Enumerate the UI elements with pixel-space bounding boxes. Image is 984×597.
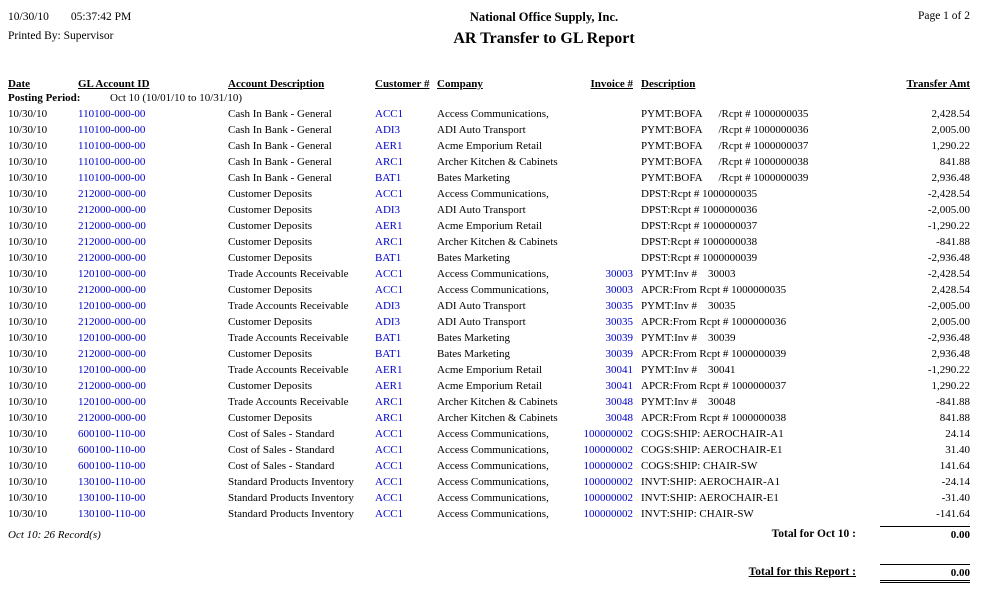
transaction-description: APCR:From Rcpt # 1000000038 xyxy=(641,412,787,424)
row-date: 10/30/10 xyxy=(8,268,48,280)
company-name: Archer Kitchen & Cabinets xyxy=(437,156,558,168)
invoice-link[interactable]: 100000002 xyxy=(583,460,633,472)
account-description: Cost of Sales - Standard xyxy=(228,460,335,472)
invoice-link[interactable] xyxy=(577,250,633,266)
transaction-description: DPST:Rcpt # 1000000038 xyxy=(641,236,758,248)
row-date: 10/30/10 xyxy=(8,140,48,152)
row-date: 10/30/10 xyxy=(8,108,48,120)
invoice-link[interactable]: 30039 xyxy=(605,348,633,360)
invoice-link[interactable]: 100000002 xyxy=(583,508,633,520)
transaction-description: DPST:Rcpt # 1000000039 xyxy=(641,252,758,264)
row-date: 10/30/10 xyxy=(8,220,48,232)
table-row xyxy=(8,218,970,234)
gl-account-link[interactable]: 212000-000-00 xyxy=(78,348,146,360)
table-row xyxy=(8,122,970,138)
transfer-amount: -2,428.54 xyxy=(927,188,970,200)
gl-account-link[interactable]: 212000-000-00 xyxy=(78,220,146,232)
posting-period-value: Oct 10 (10/01/10 to 10/31/10) xyxy=(110,92,242,104)
customer-link[interactable]: ACC1 xyxy=(375,508,404,520)
company-name: Bates Marketing xyxy=(437,172,511,184)
customer-link[interactable]: AER1 xyxy=(375,140,403,152)
invoice-link[interactable]: 100000002 xyxy=(583,492,633,504)
table-row xyxy=(8,506,970,522)
customer-link[interactable]: BAT1 xyxy=(375,252,402,264)
company-name: Access Communications, xyxy=(437,188,549,200)
company-name: Acme Emporium Retail xyxy=(437,220,543,232)
period-total-value: 0.00 xyxy=(880,526,970,541)
transfer-amount: 2,005.00 xyxy=(931,124,970,136)
invoice-link[interactable]: 30048 xyxy=(605,396,633,408)
invoice-link[interactable]: 30003 xyxy=(605,284,633,296)
col-company: Company xyxy=(437,78,483,90)
gl-account-link[interactable]: 212000-000-00 xyxy=(78,316,146,328)
transfer-amount: 2,428.54 xyxy=(931,108,970,120)
period-footer xyxy=(8,526,970,546)
account-description: Standard Products Inventory xyxy=(228,508,354,520)
table-row xyxy=(8,314,970,330)
transaction-description: INVT:SHIP: CHAIR-SW xyxy=(641,508,754,520)
period-total-label: Total for Oct 10 : xyxy=(771,528,856,540)
transfer-amount: -2,005.00 xyxy=(927,300,970,312)
transfer-amount: 24.14 xyxy=(945,428,970,440)
customer-link[interactable]: ADI3 xyxy=(375,124,401,136)
row-date: 10/30/10 xyxy=(8,284,48,296)
transaction-description: PYMT:Inv # 30003 xyxy=(641,268,736,280)
title-block xyxy=(228,10,860,48)
account-description: Cost of Sales - Standard xyxy=(228,444,335,456)
company-name: Archer Kitchen & Cabinets xyxy=(437,236,558,248)
transfer-amount: 1,290.22 xyxy=(931,140,970,152)
col-description: Description xyxy=(641,78,696,90)
company-name: Bates Marketing xyxy=(437,332,511,344)
table-row xyxy=(8,282,970,298)
report-total-value: 0.00 xyxy=(880,564,970,583)
transfer-amount: 841.88 xyxy=(939,412,970,424)
row-date: 10/30/10 xyxy=(8,460,48,472)
customer-link[interactable]: AER1 xyxy=(375,364,403,376)
transaction-description: DPST:Rcpt # 1000000037 xyxy=(641,220,758,232)
account-description: Customer Deposits xyxy=(228,204,313,216)
gl-account-link[interactable]: 110100-000-00 xyxy=(78,124,146,136)
table-row xyxy=(8,458,970,474)
gl-account-link[interactable]: 600100-110-00 xyxy=(78,460,146,472)
row-date: 10/30/10 xyxy=(8,124,48,136)
transaction-description: APCR:From Rcpt # 1000000036 xyxy=(641,316,787,328)
row-date: 10/30/10 xyxy=(8,380,48,392)
customer-link[interactable]: ACC1 xyxy=(375,188,404,200)
invoice-link[interactable]: 100000002 xyxy=(583,444,633,456)
company-name: ADI Auto Transport xyxy=(437,316,526,328)
print-time: 05:37:42 PM xyxy=(70,11,132,23)
gl-account-link[interactable]: 120100-000-00 xyxy=(78,300,146,312)
account-description: Customer Deposits xyxy=(228,412,313,424)
transfer-amount: -1,290.22 xyxy=(927,364,970,376)
row-date: 10/30/10 xyxy=(8,428,48,440)
transfer-amount: 2,936.48 xyxy=(931,172,970,184)
gl-account-link[interactable]: 120100-000-00 xyxy=(78,332,146,344)
table-row xyxy=(8,330,970,346)
transaction-description: APCR:From Rcpt # 1000000035 xyxy=(641,284,787,296)
customer-link[interactable]: AER1 xyxy=(375,380,403,392)
table-row xyxy=(8,490,970,506)
company-name: Bates Marketing xyxy=(437,348,511,360)
row-date: 10/30/10 xyxy=(8,300,48,312)
gl-account-link[interactable]: 212000-000-00 xyxy=(78,236,146,248)
table-row xyxy=(8,442,970,458)
gl-account-link[interactable]: 212000-000-00 xyxy=(78,284,146,296)
transaction-description: APCR:From Rcpt # 1000000037 xyxy=(641,380,787,392)
company-name: Access Communications, xyxy=(437,492,549,504)
row-date: 10/30/10 xyxy=(8,364,48,376)
transfer-amount: 2,428.54 xyxy=(931,284,970,296)
transfer-amount: -2,428.54 xyxy=(927,268,970,280)
customer-link[interactable]: ACC1 xyxy=(375,492,404,504)
account-description: Cash In Bank - General xyxy=(228,172,332,184)
account-description: Trade Accounts Receivable xyxy=(228,300,349,312)
row-date: 10/30/10 xyxy=(8,188,48,200)
transfer-amount: -31.40 xyxy=(941,492,970,504)
table-row xyxy=(8,266,970,282)
posting-period-label: Posting Period: xyxy=(8,92,81,104)
company-name: Access Communications, xyxy=(437,108,549,120)
customer-link[interactable]: ADI3 xyxy=(375,316,401,328)
invoice-link[interactable]: 30039 xyxy=(605,332,633,344)
invoice-link[interactable]: 30041 xyxy=(605,380,633,392)
account-description: Customer Deposits xyxy=(228,316,313,328)
customer-link[interactable]: ACC1 xyxy=(375,460,404,472)
account-description: Trade Accounts Receivable xyxy=(228,268,349,280)
account-description: Cash In Bank - General xyxy=(228,156,332,168)
company-name: Archer Kitchen & Cabinets xyxy=(437,412,558,424)
report-table-body xyxy=(8,90,970,522)
transfer-amount: -2,936.48 xyxy=(927,252,970,264)
row-date: 10/30/10 xyxy=(8,444,48,456)
transaction-description: DPST:Rcpt # 1000000035 xyxy=(641,188,758,200)
gl-account-link[interactable]: 110100-000-00 xyxy=(78,156,146,168)
company-name: Bates Marketing xyxy=(437,252,511,264)
col-account-description: Account Description xyxy=(228,78,325,90)
table-row xyxy=(8,234,970,250)
account-description: Customer Deposits xyxy=(228,220,313,232)
row-date: 10/30/10 xyxy=(8,236,48,248)
transaction-description: PYMT:BOFA /Rcpt # 1000000038 xyxy=(641,156,809,168)
report-header xyxy=(0,0,984,48)
table-row xyxy=(8,250,970,266)
customer-link[interactable]: BAT1 xyxy=(375,332,402,344)
account-description: Customer Deposits xyxy=(228,380,313,392)
gl-account-link[interactable]: 120100-000-00 xyxy=(78,396,146,408)
row-date: 10/30/10 xyxy=(8,332,48,344)
report-table xyxy=(8,72,970,522)
transfer-amount: -2,005.00 xyxy=(927,204,970,216)
gl-account-link[interactable]: 130100-110-00 xyxy=(78,508,146,520)
transaction-description: INVT:SHIP: AEROCHAIR-E1 xyxy=(641,492,779,504)
company-name: Access Communications, xyxy=(437,284,549,296)
col-date: Date xyxy=(8,78,30,90)
transaction-description: PYMT:BOFA /Rcpt # 1000000037 xyxy=(641,140,809,152)
account-description: Customer Deposits xyxy=(228,236,313,248)
gl-account-link[interactable]: 110100-000-00 xyxy=(78,140,146,152)
table-row xyxy=(8,186,970,202)
period-total xyxy=(772,526,970,541)
account-description: Trade Accounts Receivable xyxy=(228,364,349,376)
invoice-link[interactable]: 30003 xyxy=(605,268,633,280)
invoice-link[interactable] xyxy=(577,202,633,218)
report-total xyxy=(8,564,970,583)
account-description: Standard Products Inventory xyxy=(228,492,354,504)
table-row xyxy=(8,474,970,490)
account-description: Cash In Bank - General xyxy=(228,140,332,152)
row-date: 10/30/10 xyxy=(8,396,48,408)
table-row xyxy=(8,202,970,218)
transaction-description: PYMT:BOFA /Rcpt # 1000000035 xyxy=(641,108,809,120)
gl-account-link[interactable]: 110100-000-00 xyxy=(78,108,146,120)
customer-link[interactable]: ACC1 xyxy=(375,444,404,456)
customer-link[interactable]: ARC1 xyxy=(375,396,404,408)
transaction-description: COGS:SHIP: AEROCHAIR-E1 xyxy=(641,444,783,456)
transaction-description: DPST:Rcpt # 1000000036 xyxy=(641,204,758,216)
row-date: 10/30/10 xyxy=(8,508,48,520)
company-name: Archer Kitchen & Cabinets xyxy=(437,396,558,408)
transfer-amount: -141.64 xyxy=(936,508,970,520)
row-date: 10/30/10 xyxy=(8,348,48,360)
company-name: Acme Emporium Retail xyxy=(437,380,543,392)
customer-link[interactable]: ACC1 xyxy=(375,268,404,280)
company-name: Acme Emporium Retail xyxy=(437,364,543,376)
transaction-description: COGS:SHIP: CHAIR-SW xyxy=(641,460,758,472)
customer-link[interactable]: ADI3 xyxy=(375,204,401,216)
table-row xyxy=(8,346,970,362)
account-description: Cash In Bank - General xyxy=(228,108,332,120)
account-description: Customer Deposits xyxy=(228,252,313,264)
transfer-amount: -24.14 xyxy=(941,476,970,488)
gl-account-link[interactable]: 120100-000-00 xyxy=(78,268,146,280)
col-transfer-amt: Transfer Amt xyxy=(906,78,970,90)
transaction-description: PYMT:BOFA /Rcpt # 1000000036 xyxy=(641,124,809,136)
account-description: Customer Deposits xyxy=(228,284,313,296)
row-date: 10/30/10 xyxy=(8,476,48,488)
customer-link[interactable]: ACC1 xyxy=(375,108,404,120)
page-number: Page 1 of 2 xyxy=(917,10,970,22)
account-description: Standard Products Inventory xyxy=(228,476,354,488)
company-name-title: National Office Supply, Inc. xyxy=(469,10,619,24)
printed-by: Printed By: Supervisor xyxy=(8,30,114,42)
company-name: Access Communications, xyxy=(437,428,549,440)
col-invoice: Invoice # xyxy=(590,78,633,90)
customer-link[interactable]: ARC1 xyxy=(375,156,404,168)
gl-account-link[interactable]: 212000-000-00 xyxy=(78,204,146,216)
account-description: Customer Deposits xyxy=(228,188,313,200)
transaction-description: PYMT:Inv # 30041 xyxy=(641,364,736,376)
row-date: 10/30/10 xyxy=(8,492,48,504)
company-name: ADI Auto Transport xyxy=(437,204,526,216)
customer-link[interactable]: ADI3 xyxy=(375,300,401,312)
transfer-amount: 1,290.22 xyxy=(931,380,970,392)
transaction-description: COGS:SHIP: AEROCHAIR-A1 xyxy=(641,428,784,440)
row-date: 10/30/10 xyxy=(8,412,48,424)
company-name: ADI Auto Transport xyxy=(437,124,526,136)
record-count: Oct 10: 26 Record(s) xyxy=(8,529,101,541)
posting-period-row xyxy=(8,90,970,106)
transaction-description: PYMT:Inv # 30035 xyxy=(641,300,736,312)
transaction-description: PYMT:Inv # 30048 xyxy=(641,396,736,408)
invoice-link[interactable] xyxy=(577,106,633,122)
gl-account-link[interactable]: 130100-110-00 xyxy=(78,476,146,488)
gl-account-link[interactable]: 120100-000-00 xyxy=(78,364,146,376)
transaction-description: PYMT:BOFA /Rcpt # 1000000039 xyxy=(641,172,809,184)
table-row xyxy=(8,170,970,186)
report-title: AR Transfer to GL Report xyxy=(453,30,635,47)
report-total-label: Total for this Report : xyxy=(748,566,856,578)
account-description: Customer Deposits xyxy=(228,348,313,360)
row-date: 10/30/10 xyxy=(8,252,48,264)
invoice-link[interactable]: 30035 xyxy=(605,300,633,312)
company-name: Access Communications, xyxy=(437,460,549,472)
gl-account-link[interactable]: 110100-000-00 xyxy=(78,172,146,184)
print-info xyxy=(8,10,228,48)
transfer-amount: 141.64 xyxy=(939,460,970,472)
customer-link[interactable]: BAT1 xyxy=(375,172,402,184)
col-gl-account-id: GL Account ID xyxy=(78,78,150,90)
table-row xyxy=(8,106,970,122)
transfer-amount: -841.88 xyxy=(936,396,970,408)
customer-link[interactable]: ACC1 xyxy=(375,428,404,440)
transfer-amount: 841.88 xyxy=(939,156,970,168)
transfer-amount: -1,290.22 xyxy=(927,220,970,232)
transfer-amount: 31.40 xyxy=(945,444,970,456)
invoice-link[interactable] xyxy=(577,186,633,202)
company-name: Access Communications, xyxy=(437,268,549,280)
transaction-description: APCR:From Rcpt # 1000000039 xyxy=(641,348,787,360)
row-date: 10/30/10 xyxy=(8,204,48,216)
transfer-amount: -841.88 xyxy=(936,236,970,248)
table-row xyxy=(8,410,970,426)
invoice-link[interactable] xyxy=(577,234,633,250)
transfer-amount: 2,005.00 xyxy=(931,316,970,328)
customer-link[interactable]: BAT1 xyxy=(375,348,402,360)
gl-account-link[interactable]: 130100-110-00 xyxy=(78,492,146,504)
company-name: Acme Emporium Retail xyxy=(437,140,543,152)
transfer-amount: -2,936.48 xyxy=(927,332,970,344)
table-row xyxy=(8,426,970,442)
row-date: 10/30/10 xyxy=(8,156,48,168)
account-description: Cost of Sales - Standard xyxy=(228,428,335,440)
table-row xyxy=(8,138,970,154)
invoice-link[interactable] xyxy=(577,138,633,154)
customer-link[interactable]: ACC1 xyxy=(375,284,404,296)
customer-link[interactable]: ARC1 xyxy=(375,412,404,424)
invoice-link[interactable]: 30035 xyxy=(605,316,633,328)
table-row xyxy=(8,362,970,378)
table-row xyxy=(8,378,970,394)
customer-link[interactable]: ACC1 xyxy=(375,476,404,488)
col-customer: Customer # xyxy=(375,78,430,90)
invoice-link[interactable] xyxy=(577,154,633,170)
gl-account-link[interactable]: 600100-110-00 xyxy=(78,444,146,456)
invoice-link[interactable]: 100000002 xyxy=(583,428,633,440)
company-name: Access Communications, xyxy=(437,444,549,456)
invoice-link[interactable] xyxy=(577,122,633,138)
gl-account-link[interactable]: 600100-110-00 xyxy=(78,428,146,440)
gl-account-link[interactable]: 212000-000-00 xyxy=(78,412,146,424)
row-date: 10/30/10 xyxy=(8,172,48,184)
account-description: Trade Accounts Receivable xyxy=(228,396,349,408)
invoice-link[interactable]: 30041 xyxy=(605,364,633,376)
invoice-link[interactable] xyxy=(577,218,633,234)
gl-account-link[interactable]: 212000-000-00 xyxy=(78,188,146,200)
gl-account-link[interactable]: 212000-000-00 xyxy=(78,380,146,392)
gl-account-link[interactable]: 212000-000-00 xyxy=(78,252,146,264)
transfer-amount: 2,936.48 xyxy=(931,348,970,360)
customer-link[interactable]: ARC1 xyxy=(375,236,404,248)
company-name: ADI Auto Transport xyxy=(437,300,526,312)
company-name: Access Communications, xyxy=(437,508,549,520)
invoice-link[interactable]: 100000002 xyxy=(583,476,633,488)
print-date: 10/30/10 xyxy=(8,11,49,23)
table-header xyxy=(8,72,970,90)
table-row xyxy=(8,394,970,410)
invoice-link[interactable] xyxy=(577,170,633,186)
transaction-description: INVT:SHIP: AEROCHAIR-A1 xyxy=(641,476,781,488)
account-description: Trade Accounts Receivable xyxy=(228,332,349,344)
invoice-link[interactable]: 30048 xyxy=(605,412,633,424)
table-header-row xyxy=(8,72,970,90)
transaction-description: PYMT:Inv # 30039 xyxy=(641,332,736,344)
table-row xyxy=(8,298,970,314)
row-date: 10/30/10 xyxy=(8,316,48,328)
table-row xyxy=(8,154,970,170)
customer-link[interactable]: AER1 xyxy=(375,220,403,232)
account-description: Cash In Bank - General xyxy=(228,124,332,136)
company-name: Access Communications, xyxy=(437,476,549,488)
